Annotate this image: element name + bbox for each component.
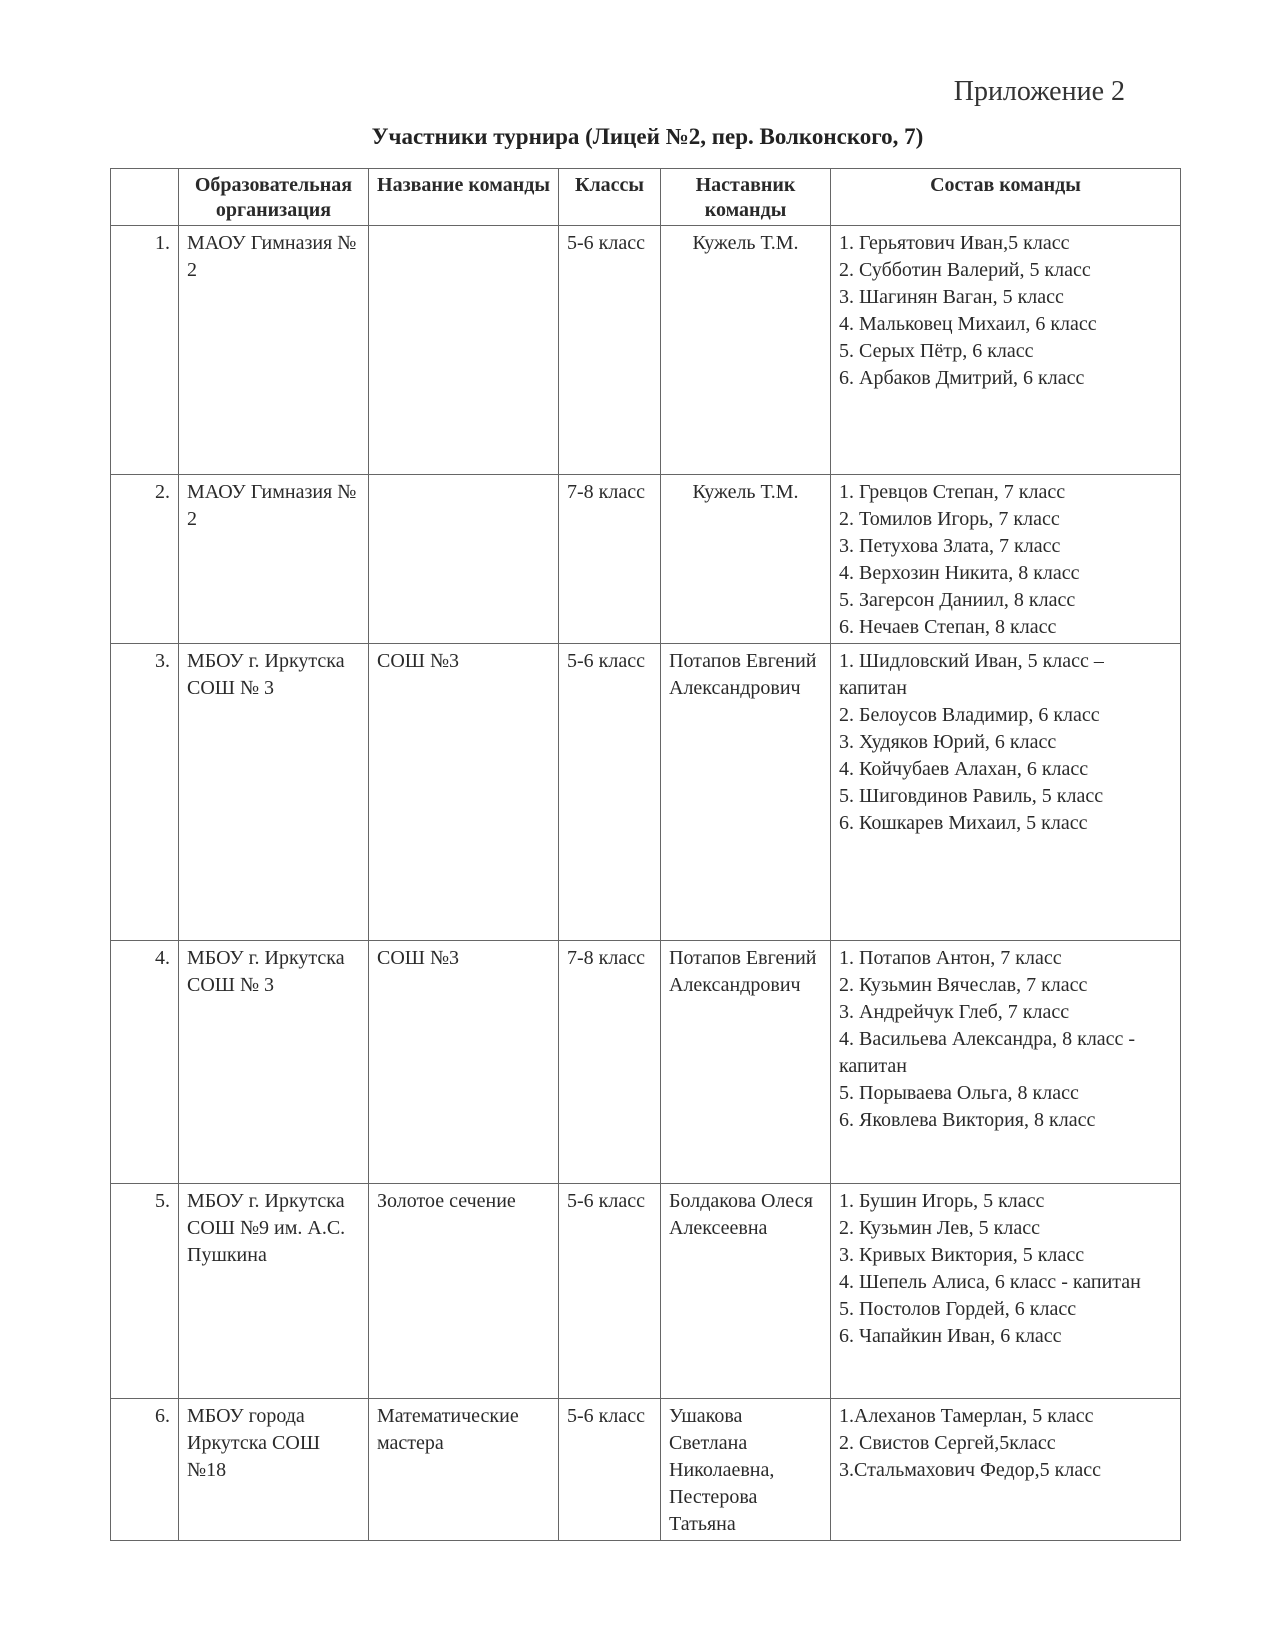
row-mentor: Кужель Т.М. (661, 475, 831, 644)
row-num: 4. (111, 941, 179, 1184)
row-members (831, 941, 1181, 1184)
row-members (831, 1399, 1181, 1541)
row-grades: 5-6 класс (559, 226, 661, 475)
row-mentor: Кужель Т.М. (661, 226, 831, 475)
member-item: 2. Кузьмин Лев, 5 класс (839, 1217, 1040, 1239)
appendix-label: Приложение 2 (953, 76, 1125, 107)
row-mentor: Потапов Евгений Александрович (661, 644, 831, 941)
member-item: 3. Худяков Юрий, 6 класс (839, 731, 1057, 753)
member-item: 2. Томилов Игорь, 7 класс (839, 508, 1060, 530)
row-num: 2. (111, 475, 179, 644)
table-row (111, 1399, 1181, 1541)
row-grades: 5-6 класс (559, 1399, 661, 1541)
member-item: 4. Васильева Александра, 8 класс - капитан (839, 1028, 1136, 1077)
member-item: 5. Порываева Ольга, 8 класс (839, 1082, 1079, 1104)
member-item: 3. Андрейчук Глеб, 7 класс (839, 1001, 1070, 1023)
table-row (111, 226, 1181, 475)
row-team: СОШ №3 (369, 644, 559, 941)
header-org: Образовательная организация (179, 169, 369, 226)
row-members (831, 1184, 1181, 1399)
header-grades: Классы (559, 169, 661, 226)
member-item: 2. Белоусов Владимир, 6 класс (839, 704, 1100, 726)
member-item: 6. Нечаев Степан, 8 класс (839, 616, 1057, 638)
row-num: 5. (111, 1184, 179, 1399)
member-item: 5. Загерсон Даниил, 8 класс (839, 589, 1076, 611)
row-org: МАОУ Гимназия № 2 (179, 475, 369, 644)
member-item: 6. Чапайкин Иван, 6 класс (839, 1325, 1062, 1347)
member-item: 4. Мальковец Михаил, 6 класс (839, 313, 1097, 335)
member-item: 5. Постолов Гордей, 6 класс (839, 1298, 1077, 1320)
member-item: 1. Герьятович Иван,5 класс (839, 232, 1070, 254)
header-num (111, 169, 179, 226)
row-grades: 5-6 класс (559, 644, 661, 941)
member-item: 5. Шиговдинов Равиль, 5 класс (839, 785, 1104, 807)
row-num: 3. (111, 644, 179, 941)
member-item: 1. Бушин Игорь, 5 класс (839, 1190, 1045, 1212)
member-item: 4. Шепель Алиса, 6 класс - капитан (839, 1271, 1141, 1293)
row-grades: 5-6 класс (559, 1184, 661, 1399)
member-item: 3. Шагинян Ваган, 5 класс (839, 286, 1064, 308)
row-org: МАОУ Гимназия № 2 (179, 226, 369, 475)
member-item: 1. Гревцов Степан, 7 класс (839, 481, 1066, 503)
row-team (369, 226, 559, 475)
row-org: МБОУ г. Иркутска СОШ № 3 (179, 941, 369, 1184)
header-team: Название команды (369, 169, 559, 226)
member-item: 3. Петухова Злата, 7 класс (839, 535, 1061, 557)
row-grades: 7-8 класс (559, 475, 661, 644)
member-item: 5. Серых Пётр, 6 класс (839, 340, 1034, 362)
table-row (111, 1184, 1181, 1399)
member-item: 6. Арбаков Дмитрий, 6 класс (839, 367, 1085, 389)
row-members (831, 475, 1181, 644)
member-item: 6. Кошкарев Михаил, 5 класс (839, 812, 1088, 834)
row-num: 1. (111, 226, 179, 475)
header-members: Состав команды (831, 169, 1181, 226)
member-item: 1.Алеханов Тамерлан, 5 класс (839, 1405, 1094, 1427)
row-team (369, 475, 559, 644)
member-item: 3.Стальмахович Федор,5 класс (839, 1459, 1101, 1481)
member-item: 4. Верхозин Никита, 8 класс (839, 562, 1080, 584)
member-item: 2. Кузьмин Вячеслав, 7 класс (839, 974, 1088, 996)
member-item: 1. Потапов Антон, 7 класс (839, 947, 1062, 969)
row-org: МБОУ города Иркутска СОШ №18 (179, 1399, 369, 1541)
table-header-row (111, 169, 1181, 226)
member-item: 2. Свистов Сергей,5класс (839, 1432, 1056, 1454)
row-team: Золотое сечение (369, 1184, 559, 1399)
member-item: 1. Шидловский Иван, 5 класс – капитан (839, 650, 1104, 699)
header-mentor: Наставник команды (661, 169, 831, 226)
member-item: 6. Яковлева Виктория, 8 класс (839, 1109, 1096, 1131)
row-members (831, 226, 1181, 475)
document-title: Участники турнира (Лицей №2, пер. Волконского, 7) (371, 124, 924, 149)
member-item: 2. Субботин Валерий, 5 класс (839, 259, 1091, 281)
table-row (111, 941, 1181, 1184)
member-item: 4. Койчубаев Алахан, 6 класс (839, 758, 1089, 780)
row-mentor: Ушакова Светлана Николаевна, Пестерова Татьяна (661, 1399, 831, 1541)
table-row (111, 475, 1181, 644)
row-grades: 7-8 класс (559, 941, 661, 1184)
row-mentor: Болдакова Олеся Алексеевна (661, 1184, 831, 1399)
table-row (111, 644, 1181, 941)
row-team: СОШ №3 (369, 941, 559, 1184)
row-org: МБОУ г. Иркутска СОШ № 3 (179, 644, 369, 941)
row-mentor: Потапов Евгений Александрович (661, 941, 831, 1184)
participants-table (110, 168, 1181, 1541)
row-team: Математические мастера (369, 1399, 559, 1541)
row-org: МБОУ г. Иркутска СОШ №9 им. А.С. Пушкина (179, 1184, 369, 1399)
member-item: 3. Кривых Виктория, 5 класс (839, 1244, 1085, 1266)
row-members (831, 644, 1181, 941)
row-num: 6. (111, 1399, 179, 1541)
